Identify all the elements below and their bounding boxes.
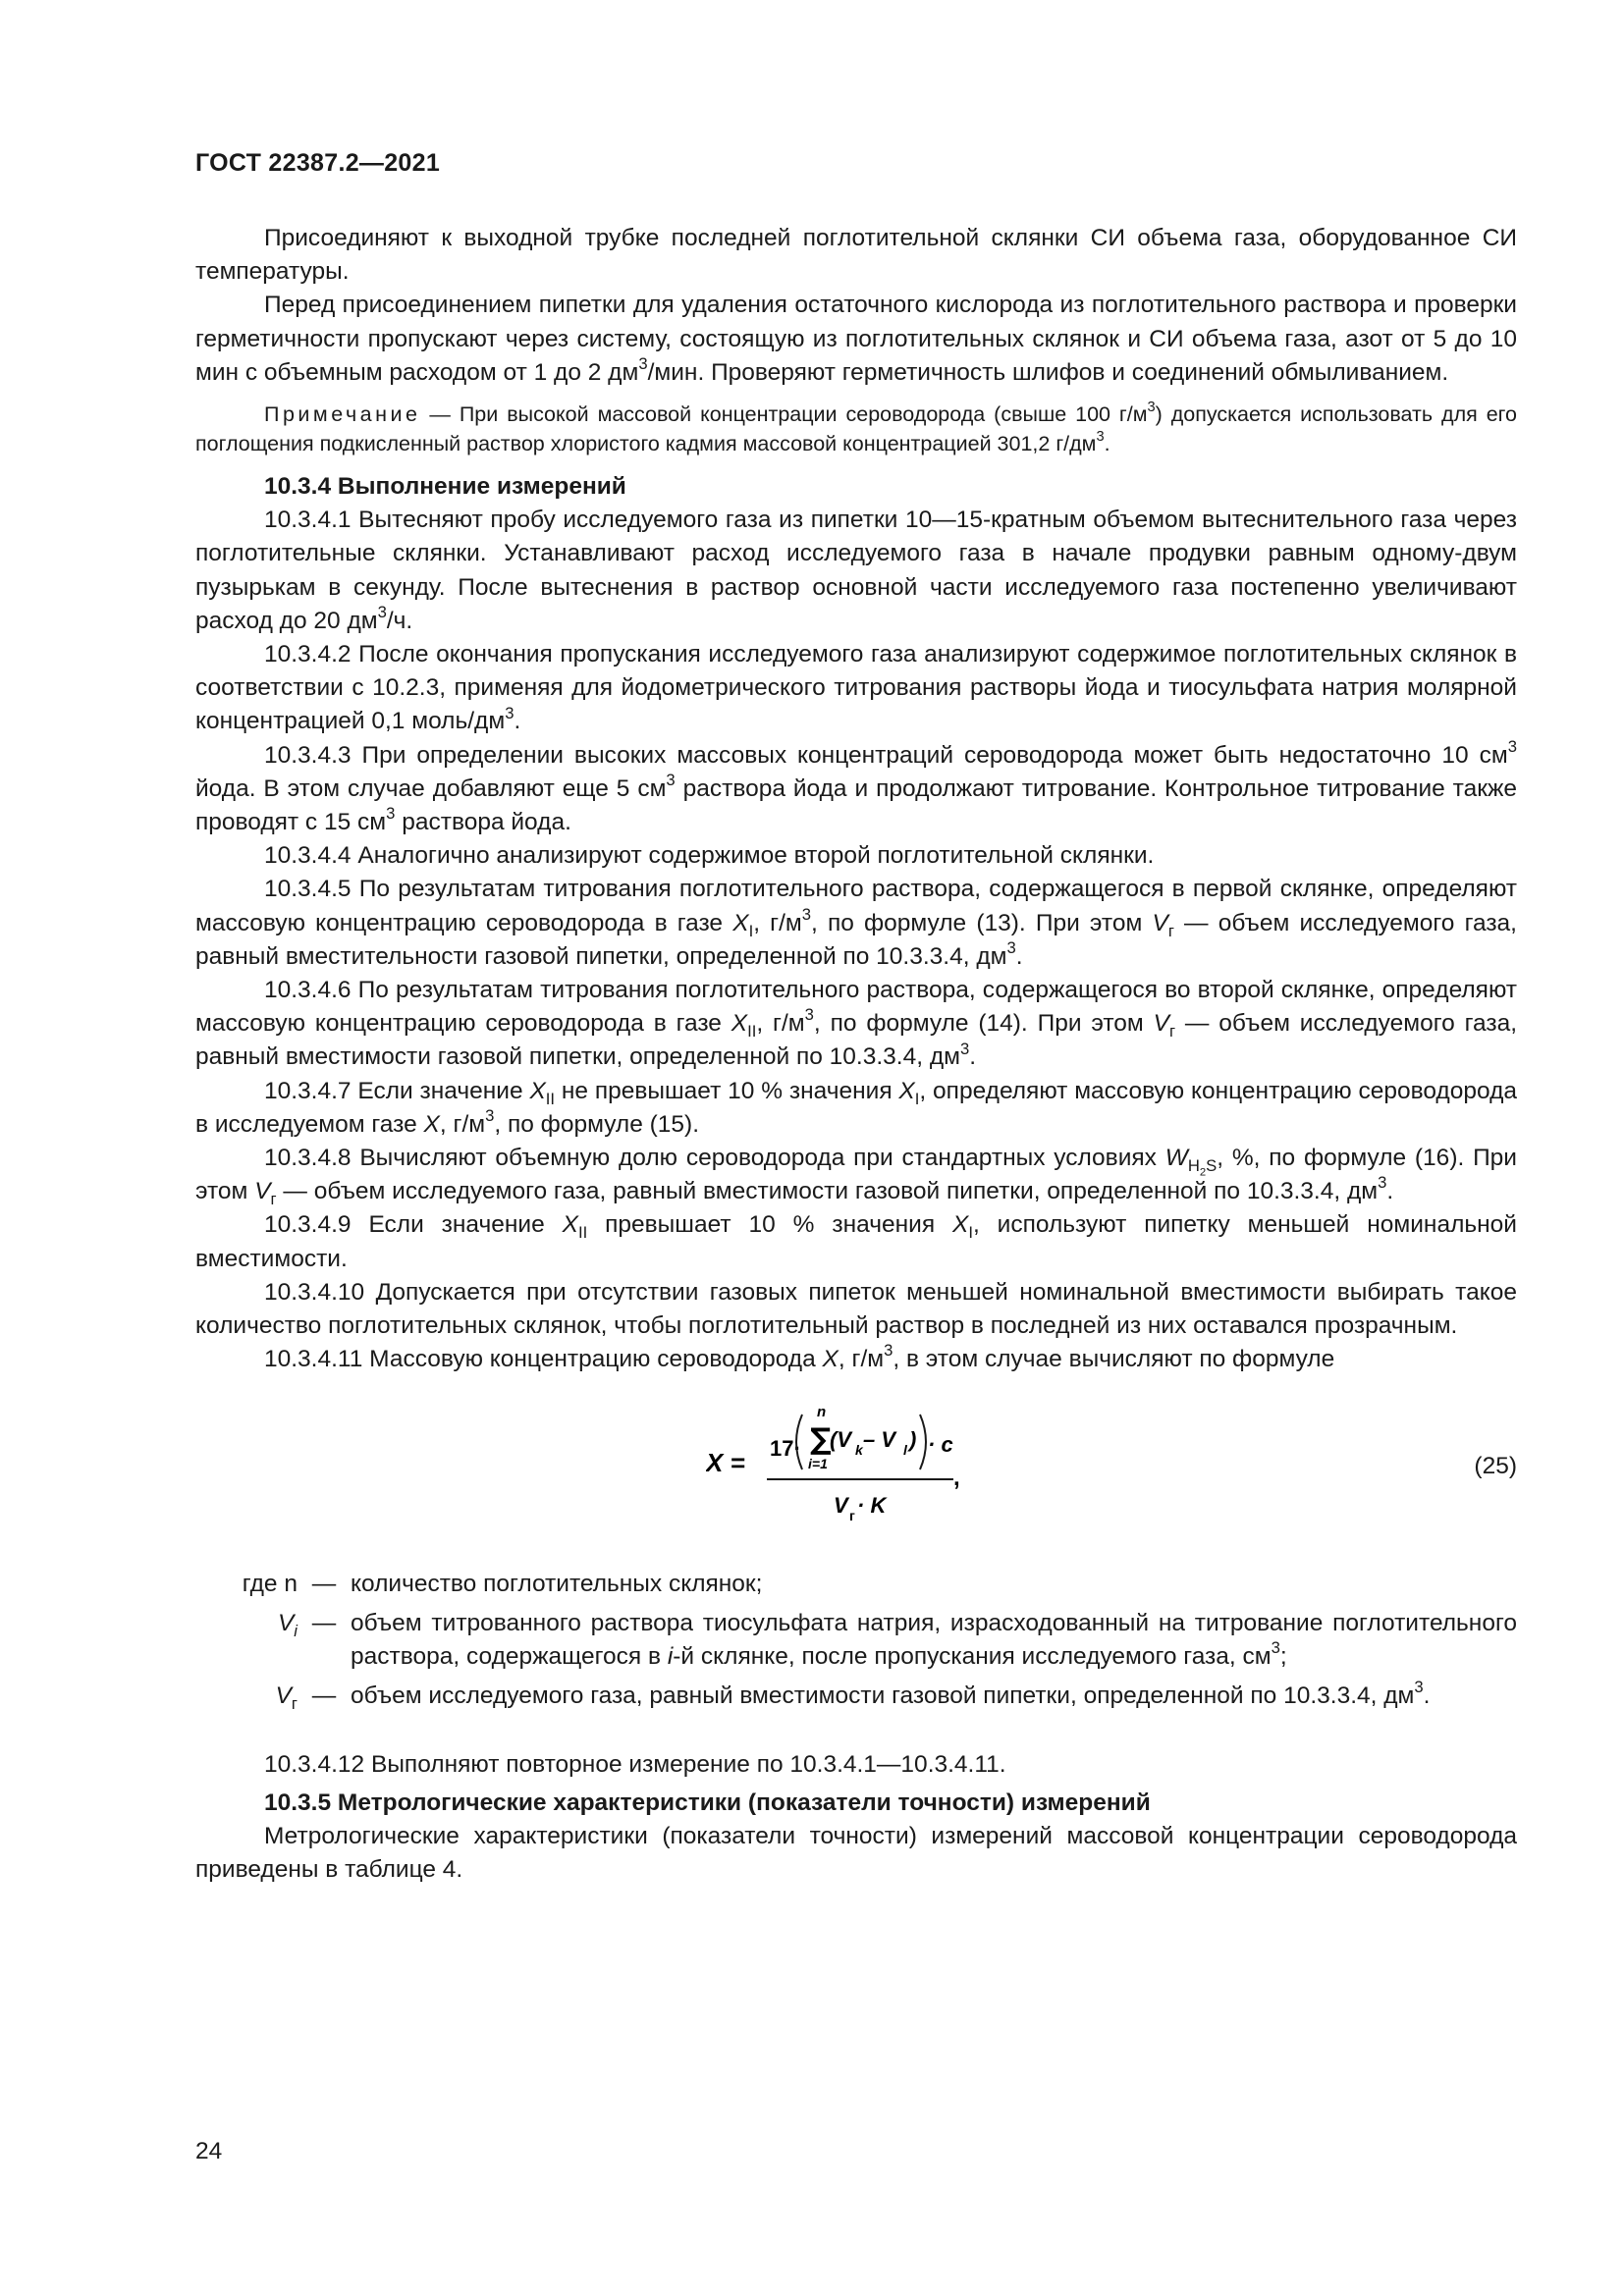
where-item-vi: $V_i$ — объем титрованного раствора тиосульфата натрия, израсходованный на титрование поглотительного раствора, содержащегося в i-й склянке, после пропускания исследуемого газа, $см^3$; (195, 1607, 1517, 1674)
svg-text:l: l (903, 1441, 907, 1458)
svg-text:i=1: i=1 (808, 1455, 828, 1471)
paragraph: 10.3.4.8 Вычисляют объемную долю сероводорода при стандартных условиях $W_{H_2S}$, %, по формуле (16). При этом $V_г$ — объем исследуемого газа, равный вместимости газовой пипетки, определенной по 10.3.3.4, $дм^3$. (195, 1145, 1517, 1209)
svg-text:– V: – V (863, 1426, 896, 1452)
svg-text:n: n (817, 1403, 827, 1420)
paragraph: 10.3.4.10 Допускается при отсутствии газовых пипеток меньшей номинальной вместимости выбирать такое количество поглотительных склянок, чтобы поглотительный раствор в последней из них оставался прозрачным. (195, 1278, 1517, 1340)
paragraph: 10.3.4.7 Если значение $X_{II}$ не превышает 10 % значения $X_I$, определяют массовую концентрацию сероводорода в исследуемом газе X, $г/м^3$, по формуле (15). (195, 1077, 1517, 1138)
svg-text:,: , (953, 1464, 960, 1491)
svg-text:): ) (909, 1426, 917, 1452)
svg-text:· K: · K (857, 1492, 887, 1518)
document-header: ГОСТ 22387.2—2021 (195, 149, 441, 177)
paragraph: Присоединяют к выходной трубке последней поглотительной склянки СИ объема газа, оборудованное СИ температуры. (195, 225, 1517, 286)
page-content (195, 222, 1517, 1887)
svg-text:∑: ∑ (810, 1421, 832, 1457)
formula-25 (706, 1395, 961, 1542)
svg-text:г: г (849, 1507, 855, 1523)
paragraph: Метрологические характеристики (показатели точности) измерений массовой концентрации сероводорода приведены в таблице 4. (195, 1822, 1517, 1883)
paragraph: 10.3.4.2 После окончания пропускания исследуемого газа анализируют содержимое поглотительных склянок в соответствии с 10.2.3, применяя для йодометрического титрования растворы йода и тиосульфата натрия молярной концентрацией 0,1 моль/$дм^3$. (195, 641, 1517, 735)
paragraph: 10.3.4.5 По результатам титрования поглотительного раствора, содержащегося в первой склянке, определяют массовую концентрацию сероводорода в газе $X_I$, $г/м^3$, по формуле (13). При этом $V_г$ — объем исследуемого газа, равный вместительности газовой пипетки, определенной по 10.3.3.4, $дм^3$. (195, 876, 1517, 970)
paragraph: 10.3.4.6 По результатам титрования поглотительного раствора, содержащегося во второй склянке, определяют массовую концентрацию сероводорода в газе $X_{II}$, $г/м^3$, по формуле (14). При этом $V_г$ — объем исследуемого газа, равный вместимости газовой пипетки, определенной по 10.3.3.4, $дм^3$. (195, 977, 1518, 1071)
where-item-n: где n — количество поглотительных склянок; (195, 1568, 1517, 1601)
where-item-vg: $V_г$ — объем исследуемого газа, равный вместимости газовой пипетки, определенной по 10.3.3.4, $дм^3$. (195, 1680, 1517, 1713)
paragraph: 10.3.4.12 Выполняют повторное измерение по 10.3.4.1—10.3.4.11. (264, 1751, 1006, 1779)
paragraph: 10.3.4.3 При определении высоких массовых концентраций сероводорода может быть недостаточно 10 $см^3$ йода. В этом случае добавляют еще 5 $см^3$ раствора йода и продолжают титрование. Контрольное титрование также проводят с 15 $см^3$ раствора йода. (195, 736, 1517, 836)
svg-text:V: V (834, 1492, 848, 1518)
section-heading: 10.3.4 Выполнение измерений (264, 473, 626, 501)
where-symbol: $V_г$ (275, 1682, 298, 1713)
where-symbol: $V_i$ (277, 1609, 298, 1640)
page-number: 24 (195, 2138, 223, 2164)
paragraph: 10.3.4.11 Массовую концентрацию сероводорода X, $г/м^3$, в этом случае вычисляют по формуле (264, 1341, 1335, 1373)
paragraph: 10.3.4.4 Аналогично анализируют содержимое второй поглотительной склянки. (264, 842, 1155, 870)
paragraph: 10.3.4.9 Если значение $X_{II}$ превышает 10 % значения $X_I$, используют пипетку меньшей номинальной вместимости. (195, 1211, 1517, 1272)
formula-block (195, 1395, 1517, 1542)
svg-text:17·: 17· (770, 1435, 801, 1461)
where-list (195, 1568, 1517, 1714)
paragraph: Перед присоединением пипетки для удаления остаточного кислорода из поглотительного раствора и проверки герметичности пропускают через систему, состоящую из поглотительных склянок и СИ объема газа, азот от 5 до 10 мин с объемным расходом от 1 до 2 $дм^3$/мин. Проверяют герметичность шлифов и соединений обмыливанием. (195, 292, 1517, 386)
svg-text:(V: (V (830, 1426, 851, 1452)
section-heading: 10.3.5 Метрологические характеристики (показатели точности) измерений (264, 1789, 1151, 1816)
note-label: Примечание (264, 402, 421, 427)
paragraph: 10.3.4.1 Вытесняют пробу исследуемого газа из пипетки 10—15-кратным объемом вытеснительного газа через поглотительные склянки. Устанавливают расход исследуемого газа в начале продувки равным одному-двум пузырькам в секунду. После вытеснения в раствор основной части исследуемого газа постепенно увеличивают расход до 20 $дм^3/ч$. (195, 507, 1517, 634)
svg-text:X =: X = (706, 1447, 745, 1477)
svg-text:· c: · c (928, 1431, 953, 1457)
note: Примечание — При высокой массовой концентрации сероводорода (свыше 100 $г/м^3$) допускается использовать для его поглощения подкисленный раствор хлористого кадмия массовой концентрацией 301,2 $г/дм^3$. (195, 400, 1517, 456)
svg-text:k: k (855, 1441, 863, 1458)
where-symbol: где n (242, 1570, 298, 1597)
equation-number: (25) (1474, 1452, 1517, 1479)
